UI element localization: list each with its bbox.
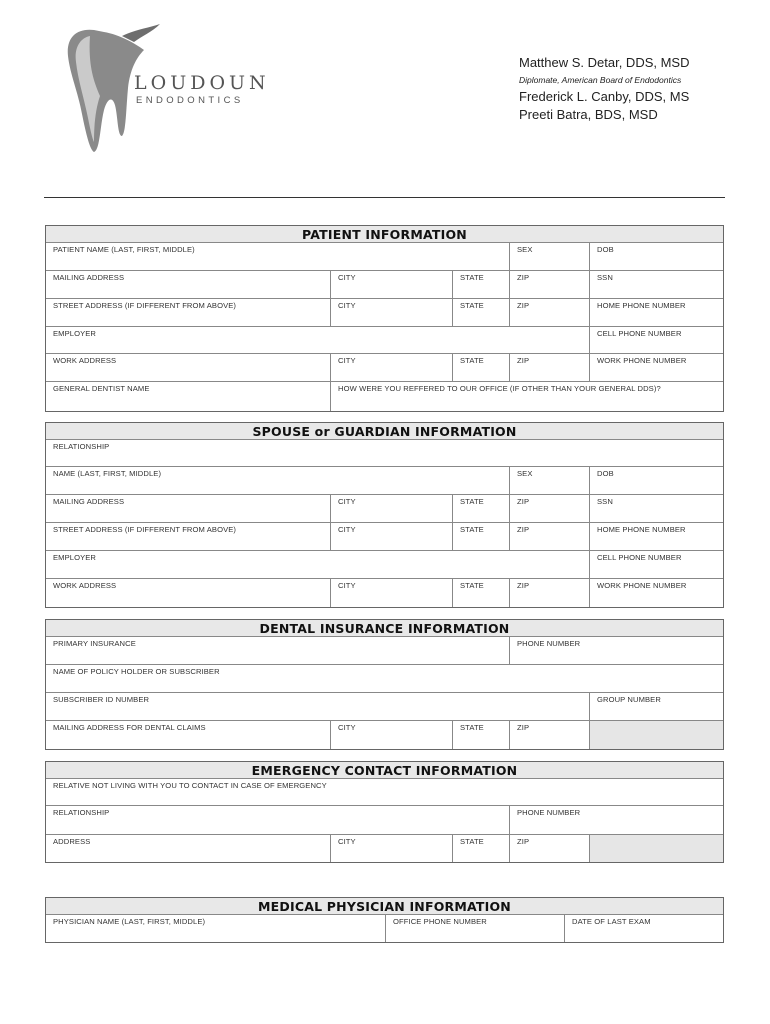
street-address-field[interactable] [46,523,330,550]
field-label: DATE OF LAST EXAM [572,917,651,926]
mailing-address-field[interactable] [46,271,330,298]
doctor-name-3: Preeti Batra, BDS, MSD [519,107,658,122]
field-label: SEX [517,469,533,478]
field-label: WORK PHONE NUMBER [597,356,687,365]
field-label: ZIP [517,525,530,534]
field-label: CITY [338,581,356,590]
section-title: EMERGENCY CONTACT INFORMATION [46,762,723,779]
general-dentist-field[interactable] [46,382,330,411]
field-label: DOB [597,469,614,478]
work-phone-field[interactable] [589,354,723,381]
field-label: HOME PHONE NUMBER [597,525,686,534]
field-label: MAILING ADDRESS FOR DENTAL CLAIMS [53,723,206,732]
city-field[interactable] [330,495,452,522]
field-label: PRIMARY INSURANCE [53,639,136,648]
field-label: ADDRESS [53,837,91,846]
field-label: CITY [338,497,356,506]
form-row [46,440,723,467]
logo-wordmark: LOUDOUN [134,72,270,94]
field-label: MAILING ADDRESS [53,497,125,506]
state-field[interactable] [452,299,509,326]
form-row [46,299,723,327]
field-label: STREET ADDRESS (IF DIFFERENT FROM ABOVE) [53,525,237,534]
form-row [46,665,723,693]
form-row [46,354,723,382]
form-row [46,467,723,495]
field-label: PATIENT NAME (LAST, FIRST, MIDDLE) [53,245,195,254]
employer-field[interactable] [46,551,589,578]
city-field[interactable] [330,299,452,326]
form-row [46,382,723,411]
referral-source-field[interactable] [330,382,723,411]
field-label: PHYSICIAN NAME (LAST, FIRST, MIDDLE) [53,917,206,926]
field-label: GENERAL DENTIST NAME [53,384,150,393]
mailing-address-field[interactable] [46,495,330,522]
field-label: STREET ADDRESS (IF DIFFERENT FROM ABOVE) [53,301,237,310]
field-label: HOME PHONE NUMBER [597,301,686,310]
field-label: WORK ADDRESS [53,356,117,365]
relationship-field[interactable] [46,806,509,834]
dob-field[interactable] [589,243,723,270]
form-row [46,551,723,579]
field-label: WORK PHONE NUMBER [597,581,687,590]
home-phone-field[interactable] [589,299,723,326]
field-label: STATE [460,497,484,506]
form-row [46,523,723,551]
address-field[interactable] [46,835,330,862]
spouse-guardian-section [45,422,724,608]
field-label: CELL PHONE NUMBER [597,329,682,338]
field-label: EMPLOYER [53,553,96,562]
field-label: STATE [460,837,484,846]
field-label: DOB [597,245,614,254]
field-label: RELATIVE NOT LIVING WITH YOU TO CONTACT IN CASE OF EMERGENCY [53,781,327,790]
shaded-blank-cell [589,721,723,749]
doctor-name-2: Frederick L. Canby, DDS, MS [519,89,690,104]
cell-phone-field[interactable] [589,327,723,353]
form-row [46,327,723,354]
state-field[interactable] [452,495,509,522]
section-title: SPOUSE or GUARDIAN INFORMATION [46,423,723,440]
field-label: STATE [460,581,484,590]
street-address-field[interactable] [46,299,330,326]
field-label: SEX [517,245,533,254]
office-phone-field[interactable] [385,915,564,942]
field-label: SSN [597,273,613,282]
field-label: EMPLOYER [53,329,96,338]
doctor-list [519,54,690,124]
ssn-field[interactable] [589,271,723,298]
field-label: CITY [338,837,356,846]
form-row [46,915,723,942]
zip-field[interactable] [509,299,589,326]
policy-holder-field[interactable] [46,665,723,692]
city-field[interactable] [330,579,452,607]
section-title: PATIENT INFORMATION [46,226,723,243]
medical-physician-section [45,897,724,943]
field-label: STATE [460,723,484,732]
name-field[interactable] [46,467,509,494]
zip-field[interactable] [509,495,589,522]
ssn-field[interactable] [589,495,723,522]
subscriber-id-field[interactable] [46,693,589,720]
dental-insurance-section [45,619,724,750]
field-label: ZIP [517,723,530,732]
section-title: DENTAL INSURANCE INFORMATION [46,620,723,637]
work-address-field[interactable] [46,579,330,607]
field-label: CITY [338,301,356,310]
field-label: OFFICE PHONE NUMBER [393,917,487,926]
zip-field[interactable] [509,835,589,862]
form-row [46,835,723,862]
state-field[interactable] [452,721,509,749]
field-label: CITY [338,356,356,365]
dob-field[interactable] [589,467,723,494]
form-row [46,693,723,721]
group-number-field[interactable] [589,693,723,720]
form-row [46,779,723,806]
field-label: RELATIONSHIP [53,808,110,817]
city-field[interactable] [330,721,452,749]
doctor-name-1: Matthew S. Detar, DDS, MSD [519,55,690,70]
zip-field[interactable] [509,354,589,381]
form-row [46,579,723,607]
form-row [46,721,723,749]
field-label: PHONE NUMBER [517,808,581,817]
logo-subtitle: ENDODONTICS [136,95,244,106]
employer-field[interactable] [46,327,589,353]
primary-insurance-field[interactable] [46,637,509,664]
sex-field[interactable] [509,467,589,494]
city-field[interactable] [330,354,452,381]
field-label: CITY [338,273,356,282]
field-label: CITY [338,525,356,534]
home-phone-field[interactable] [589,523,723,550]
form-row [46,271,723,299]
claims-address-field[interactable] [46,721,330,749]
state-field[interactable] [452,271,509,298]
insurance-phone-field[interactable] [509,637,723,664]
patient-information-section [45,225,724,412]
field-label: RELATIONSHIP [53,442,110,451]
field-label: GROUP NUMBER [597,695,661,704]
patient-name-field[interactable] [46,243,509,270]
physician-name-field[interactable] [46,915,385,942]
city-field[interactable] [330,835,452,862]
field-label: STATE [460,273,484,282]
shaded-blank-cell [589,835,723,862]
field-label: CELL PHONE NUMBER [597,553,682,562]
field-label: ZIP [517,301,530,310]
relationship-field[interactable] [46,440,723,466]
zip-field[interactable] [509,721,589,749]
zip-field[interactable] [509,523,589,550]
emergency-phone-field[interactable] [509,806,723,834]
state-field[interactable] [452,354,509,381]
last-exam-date-field[interactable] [564,915,723,942]
field-label: STATE [460,301,484,310]
work-phone-field[interactable] [589,579,723,607]
form-row [46,806,723,835]
cell-phone-field[interactable] [589,551,723,578]
form-row [46,637,723,665]
emergency-contact-section [45,761,724,863]
field-label: NAME OF POLICY HOLDER OR SUBSCRIBER [53,667,220,676]
form-row [46,243,723,271]
zip-field[interactable] [509,579,589,607]
state-field[interactable] [452,579,509,607]
field-label: SSN [597,497,613,506]
form-row [46,495,723,523]
field-label: NAME (LAST, FIRST, MIDDLE) [53,469,162,478]
doctor-credential-1: Diplomate, American Board of Endodontics [519,75,682,85]
sex-field[interactable] [509,243,589,270]
field-label: STATE [460,525,484,534]
field-label: ZIP [517,837,530,846]
field-label: STATE [460,356,484,365]
field-label: ZIP [517,497,530,506]
state-field[interactable] [452,835,509,862]
field-label: WORK ADDRESS [53,581,117,590]
field-label: CITY [338,723,356,732]
header-divider [44,197,725,198]
field-label: PHONE NUMBER [517,639,581,648]
work-address-field[interactable] [46,354,330,381]
city-field[interactable] [330,523,452,550]
zip-field[interactable] [509,271,589,298]
city-field[interactable] [330,271,452,298]
section-title: MEDICAL PHYSICIAN INFORMATION [46,898,723,915]
state-field[interactable] [452,523,509,550]
field-label: ZIP [517,581,530,590]
field-label: MAILING ADDRESS [53,273,125,282]
emergency-relative-field[interactable] [46,779,723,805]
field-label: SUBSCRIBER ID NUMBER [53,695,150,704]
field-label: ZIP [517,273,530,282]
field-label: HOW WERE YOU REFFERED TO OUR OFFICE (IF OTHER THAN YOUR GENERAL DDS)? [338,384,661,393]
field-label: ZIP [517,356,530,365]
